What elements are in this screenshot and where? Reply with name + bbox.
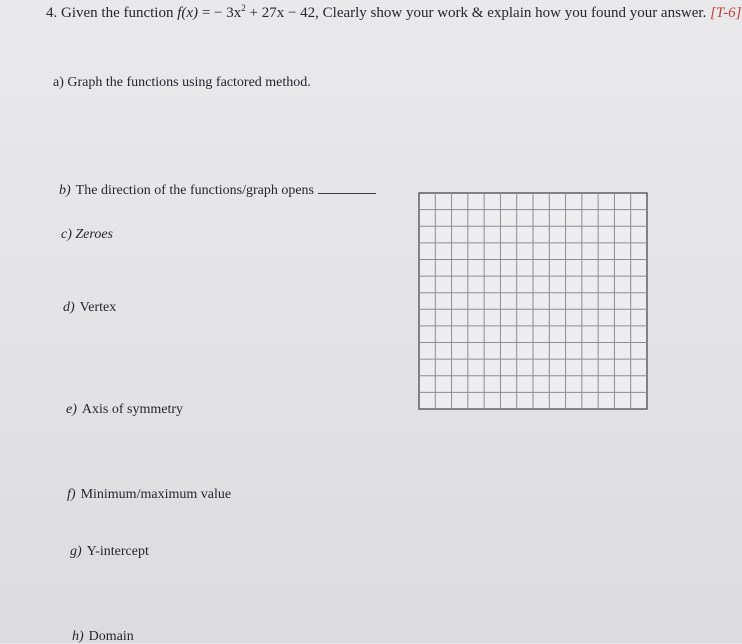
part-g-text: Y-intercept [86,544,149,559]
part-c-text: Zeroes [75,227,113,242]
question-number: 4. [46,5,58,21]
answer-blank-line[interactable] [318,182,376,194]
part-g-letter: g) [70,544,82,559]
part-h [72,630,134,644]
function-equals: = − 3x [201,5,242,21]
function-name: f(x) [177,5,199,21]
question-tag: [T-6] [710,5,742,21]
graph-grid-svg[interactable] [418,192,648,410]
part-f-text: Minimum/maximum value [80,487,232,502]
part-f [67,488,231,502]
part-h-letter: h) [72,629,84,644]
part-d [63,301,116,315]
part-a [53,76,311,90]
part-a-letter: a) [53,75,64,90]
part-b-text: The direction of the functions/graph opens [75,183,314,198]
part-e [66,403,183,417]
part-g [70,545,149,559]
part-a-text: Graph the functions using factored method. [67,75,311,90]
part-c-letter: c) [61,227,72,242]
part-h-text: Domain [88,629,134,644]
graph-grid[interactable] [418,192,648,410]
part-c [61,228,113,242]
part-d-letter: d) [63,300,75,315]
part-d-text: Vertex [79,300,117,315]
part-e-letter: e) [66,402,77,417]
function-tail: + 27x − 42, Clearly show your work & explain how you found your answer. [249,5,707,21]
part-b-letter: b) [59,183,71,198]
part-e-text: Axis of symmetry [81,402,183,417]
question-lead: Given the function [61,5,174,21]
question-title [46,4,742,21]
function-exponent: 2 [241,3,246,13]
part-b [59,182,376,198]
part-f-letter: f) [67,487,76,502]
